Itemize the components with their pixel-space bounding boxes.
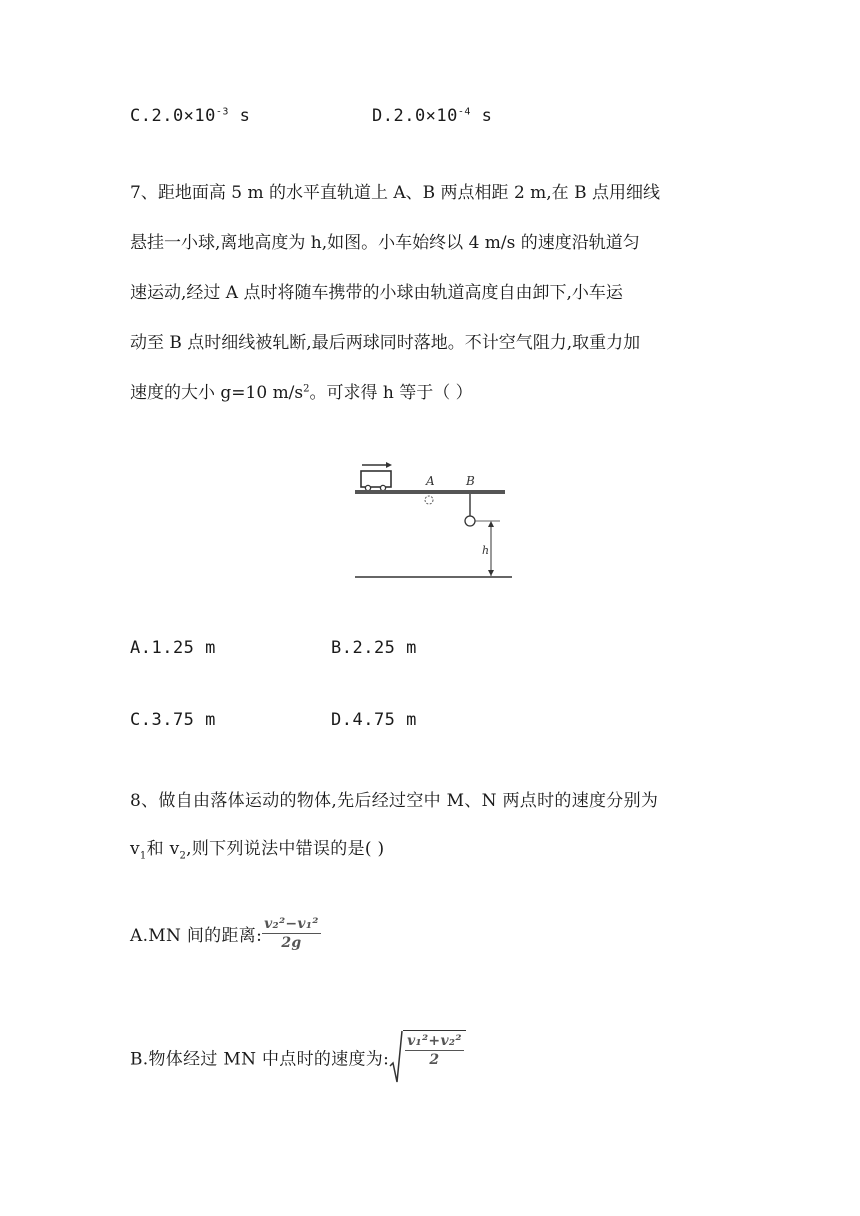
q6-option-d: $D.2.0\times 10^{-4}$ s xyxy=(372,106,493,126)
q7-line-1: 7、距地面高 5 m 的水平直轨道上 A、B 两点相距 2 m,在 B 点用细线 xyxy=(130,183,660,203)
q7-line-4: 动至 B 点时细线被轧断,最后两球同时落地。不计空气阻力,取重力加 xyxy=(130,333,641,353)
q7-figure xyxy=(350,460,520,589)
q8-option-b-sqrt: $\frac{\text{v₁²+v₂²}}{2}$ xyxy=(389,1030,466,1084)
q8-option-a: A.MN 间的距离: $\frac{\text{v₂²−v₁²}}{2g}$ xyxy=(130,916,319,951)
q7-option-d: D.4.75 m xyxy=(331,710,417,730)
q7-option-a: A.1.25 m xyxy=(130,638,216,658)
q7-option-b: B.2.25 m xyxy=(331,638,417,658)
q8-option-a-fraction: $\frac{\text{v₂²−v₁²}}{2g}$ xyxy=(264,916,319,951)
q7-option-c: C.3.75 m xyxy=(130,710,216,730)
q7-line-2: 悬挂一小球,离地高度为 h,如图。小车始终以 4 m/s 的速度沿轨道匀 xyxy=(130,233,640,253)
svg-text:A: A xyxy=(426,474,435,488)
q7-stem xyxy=(130,168,730,418)
q7-line-3: 速运动,经过 A 点时将随车携带的小球由轨道高度自由卸下,小车运 xyxy=(130,283,623,303)
q7-line-5: 速度的大小 g=10 $m/s^2$。可求得 h 等于（ ） xyxy=(130,383,473,403)
q8-line-1: 8、做自由落体运动的物体,先后经过空中 M、N 两点时的速度分别为 xyxy=(130,791,659,811)
q8-line-2: $v_1$和 $v_2$,则下列说法中错误的是( ) xyxy=(130,839,385,862)
q6-option-c: $C.2.0\times 10^{-3}$ s xyxy=(130,106,251,126)
svg-text:h: h xyxy=(482,544,490,557)
q8-option-b: B.物体经过 MN 中点时的速度为: $\frac{\text{v₁²+v₂²}}{2}$ xyxy=(130,1030,466,1084)
svg-text:B: B xyxy=(466,474,475,488)
